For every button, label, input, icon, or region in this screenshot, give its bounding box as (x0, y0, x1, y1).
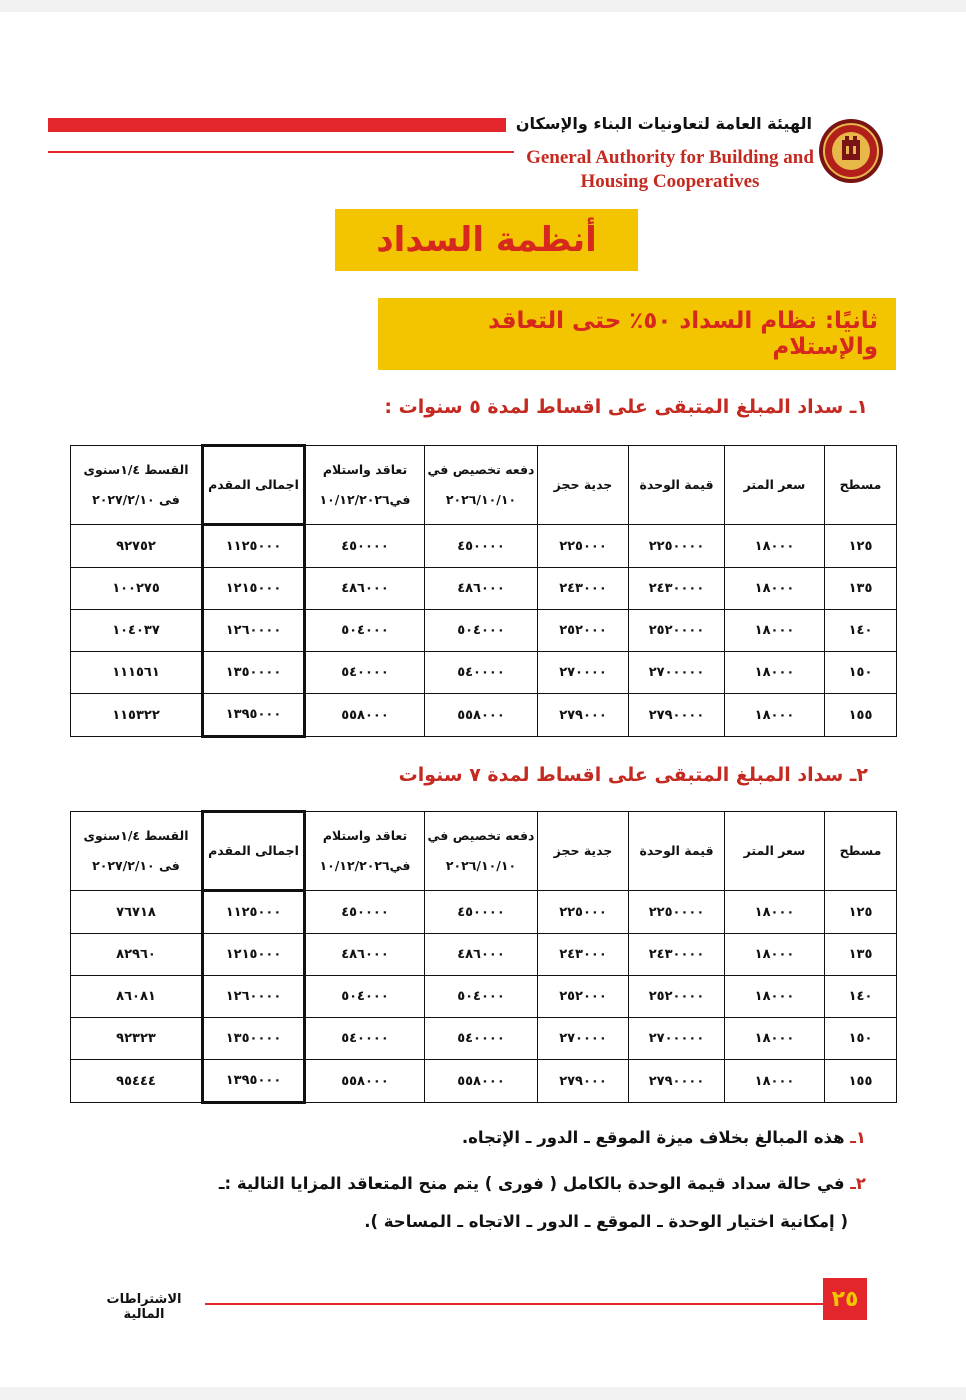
page-number: ٢٥ (823, 1278, 867, 1320)
table-cell: ١٨٠٠٠ (725, 1060, 825, 1103)
column-header: تعاقد واستلام في١٠/١٢/٢٠٢٦ (305, 812, 425, 891)
table-cell: ٤٥٠٠٠٠ (425, 525, 538, 568)
table-cell: ٤٥٠٠٠٠ (425, 891, 538, 934)
table-row (71, 1018, 897, 1060)
table-cell: ٢٧٠٠٠٠٠ (629, 652, 725, 694)
table-cell: ٢٢٥٠٠٠ (538, 525, 629, 568)
table-cell: ٥٠٤٠٠٠ (305, 610, 425, 652)
table-cell: ١٥٥ (825, 694, 897, 737)
installments-5-years-table (70, 444, 897, 738)
table-row (71, 934, 897, 976)
table-cell: ٢٧٠٠٠٠ (538, 1018, 629, 1060)
table-cell: ٢٤٣٠٠٠٠ (629, 568, 725, 610)
column-header: القسط ١/٤سنوى فى ٢٠٢٧/٢/١٠ (71, 446, 203, 525)
column-header: سعر المتر (725, 446, 825, 525)
table-cell: ٢٥٢٠٠٠٠ (629, 976, 725, 1018)
table-cell: ٥٠٤٠٠٠ (305, 976, 425, 1018)
table-cell: ٥٤٠٠٠٠ (425, 1018, 538, 1060)
payment-plan-subtitle: ثانيًا: نظام السداد ٥٠٪ حتى التعاقد والإستلام (378, 298, 896, 370)
table-cell: ٢٧٠٠٠٠٠ (629, 1018, 725, 1060)
table-cell: ٢٧٩٠٠٠٠ (629, 1060, 725, 1103)
table-cell: ١٢٥ (825, 525, 897, 568)
org-name-arabic: الهيئة العامة لتعاونيات البناء والإسكان (515, 114, 812, 133)
table-cell: ١٣٥٠٠٠٠ (203, 1018, 305, 1060)
page-title: أنظمة السداد (335, 209, 638, 271)
section-1-heading: ١ـ سداد المبلغ المتبقى على اقساط لمدة ٥ سنوات : (384, 396, 868, 418)
table-cell: ٢٢٥٠٠٠٠ (629, 525, 725, 568)
authority-logo-icon (818, 118, 884, 184)
table-cell: ١٥٥ (825, 1060, 897, 1103)
table-cell: ٢٧٩٠٠٠ (538, 694, 629, 737)
table-cell: ١٣٥ (825, 568, 897, 610)
table-cell: ٨٦٠٨١ (71, 976, 203, 1018)
table-cell: ١٨٠٠٠ (725, 976, 825, 1018)
header-red-bar (48, 118, 506, 132)
table-cell: ٢٥٢٠٠٠ (538, 976, 629, 1018)
table-cell: ٨٢٩٦٠ (71, 934, 203, 976)
org-name-english-line1: General Authority for Building and (526, 147, 814, 168)
table-cell: ٥٥٨٠٠٠ (305, 694, 425, 737)
section-2-heading: ٢ـ سداد المبلغ المتبقى على اقساط لمدة ٧ سنوات (398, 764, 868, 786)
table-cell: ١٨٠٠٠ (725, 610, 825, 652)
note-2 (106, 1174, 866, 1193)
note-1 (106, 1128, 866, 1147)
table-cell: ٥٤٠٠٠٠ (305, 1018, 425, 1060)
table-cell: ٤٨٦٠٠٠ (305, 934, 425, 976)
table-cell: ١١٢٥٠٠٠ (203, 891, 305, 934)
table-cell: ١٢١٥٠٠٠ (203, 934, 305, 976)
table-cell: ٤٨٦٠٠٠ (425, 934, 538, 976)
table-cell: ١١١٥٦١ (71, 652, 203, 694)
table-cell: ٥٥٨٠٠٠ (305, 1060, 425, 1103)
table-row (71, 976, 897, 1018)
table-cell: ١٤٠ (825, 976, 897, 1018)
table-cell: ٥٤٠٠٠٠ (305, 652, 425, 694)
table-cell: ٤٥٠٠٠٠ (305, 891, 425, 934)
document-page (0, 12, 966, 1387)
table-row (71, 652, 897, 694)
table-cell: ١٤٠ (825, 610, 897, 652)
table-cell: ٤٨٦٠٠٠ (425, 568, 538, 610)
column-header: جدية حجز (538, 446, 629, 525)
table-row (71, 568, 897, 610)
table-row (71, 1060, 897, 1103)
installments-7-years-table (70, 810, 897, 1104)
table-cell: ١١٢٥٠٠٠ (203, 525, 305, 568)
table-cell: ٢٧٠٠٠٠ (538, 652, 629, 694)
table-cell: ٥٤٠٠٠٠ (425, 652, 538, 694)
table-cell: ٢٢٥٠٠٠ (538, 891, 629, 934)
table-cell: ٥٥٨٠٠٠ (425, 1060, 538, 1103)
column-header: تعاقد واستلام في١٠/١٢/٢٠٢٦ (305, 446, 425, 525)
table-cell: ٢٢٥٠٠٠٠ (629, 891, 725, 934)
column-header: دفعه تخصيص في ٢٠٢٦/١٠/١٠ (425, 812, 538, 891)
table-cell: ٩٢٣٢٣ (71, 1018, 203, 1060)
column-header: مسطح (825, 446, 897, 525)
note-text: ( إمكانية اختيار الوحدة ـ الموقع ـ الدور ـ الاتجاه ـ المساحة ). (364, 1212, 848, 1231)
table-cell: ١٣٩٥٠٠٠ (203, 1060, 305, 1103)
table-cell: ١٨٠٠٠ (725, 525, 825, 568)
footer-red-line (205, 1303, 823, 1305)
note-2-details (88, 1212, 848, 1231)
table-cell: ٥٠٤٠٠٠ (425, 610, 538, 652)
table-cell: ١٥٠ (825, 1018, 897, 1060)
table-cell: ١٢١٥٠٠٠ (203, 568, 305, 610)
column-header: دفعه تخصيص في ٢٠٢٦/١٠/١٠ (425, 446, 538, 525)
table-cell: ٤٥٠٠٠٠ (305, 525, 425, 568)
table-cell: ٩٢٧٥٢ (71, 525, 203, 568)
org-name-english (520, 146, 820, 194)
table-header-row (71, 812, 897, 891)
column-header: القسط ١/٤سنوى فى ٢٠٢٧/٢/١٠ (71, 812, 203, 891)
table-cell: ٢٤٣٠٠٠٠ (629, 934, 725, 976)
table-cell: ١٣٥٠٠٠٠ (203, 652, 305, 694)
org-name-english-line2: Housing Cooperatives (580, 171, 760, 192)
column-header: اجمالى المقدم (203, 446, 305, 525)
table-cell: ٩٥٤٤٤ (71, 1060, 203, 1103)
note-number: ١ـ (850, 1128, 866, 1147)
footer-label: الاشتراطات المالية (106, 1292, 182, 1322)
column-header: مسطح (825, 812, 897, 891)
table-cell: ٤٨٦٠٠٠ (305, 568, 425, 610)
table-cell: ٢٧٩٠٠٠٠ (629, 694, 725, 737)
table-cell: ١٨٠٠٠ (725, 694, 825, 737)
column-header: جدية حجز (538, 812, 629, 891)
note-text: في حالة سداد قيمة الوحدة بالكامل ( فورى ) يتم منح المتعاقد المزايا التالية :ـ (218, 1174, 845, 1193)
table-cell: ١٨٠٠٠ (725, 652, 825, 694)
table-cell: ١٨٠٠٠ (725, 568, 825, 610)
table-cell: ١٣٥ (825, 934, 897, 976)
table-cell: ١٣٩٥٠٠٠ (203, 694, 305, 737)
table-cell: ١٠٠٢٧٥ (71, 568, 203, 610)
table-cell: ١٨٠٠٠ (725, 934, 825, 976)
note-text: هذه المبالغ بخلاف ميزة الموقع ـ الدور ـ الإتجاه. (461, 1128, 845, 1147)
table-cell: ١٢٥ (825, 891, 897, 934)
header-red-line (48, 151, 514, 153)
table-cell: ٢٥٢٠٠٠ (538, 610, 629, 652)
table-cell: ٢٤٣٠٠٠ (538, 568, 629, 610)
table-cell: ٢٧٩٠٠٠ (538, 1060, 629, 1103)
table-header-row (71, 446, 897, 525)
table-cell: ١١٥٣٢٢ (71, 694, 203, 737)
table-cell: ١٢٦٠٠٠٠ (203, 976, 305, 1018)
column-header: قيمة الوحدة (629, 446, 725, 525)
table-cell: ١٨٠٠٠ (725, 1018, 825, 1060)
table-cell: ٢٥٢٠٠٠٠ (629, 610, 725, 652)
table-cell: ١٢٦٠٠٠٠ (203, 610, 305, 652)
table-row (71, 525, 897, 568)
column-header: سعر المتر (725, 812, 825, 891)
table-row (71, 891, 897, 934)
table-row (71, 694, 897, 737)
table-cell: ٢٤٣٠٠٠ (538, 934, 629, 976)
table-cell: ١٠٤٠٣٧ (71, 610, 203, 652)
column-header: اجمالى المقدم (203, 812, 305, 891)
column-header: قيمة الوحدة (629, 812, 725, 891)
table-row (71, 610, 897, 652)
table-cell: ٥٥٨٠٠٠ (425, 694, 538, 737)
table-cell: ٥٠٤٠٠٠ (425, 976, 538, 1018)
note-number: ٢ـ (850, 1174, 866, 1193)
table-cell: ١٥٠ (825, 652, 897, 694)
table-cell: ٧٦٧١٨ (71, 891, 203, 934)
table-cell: ١٨٠٠٠ (725, 891, 825, 934)
